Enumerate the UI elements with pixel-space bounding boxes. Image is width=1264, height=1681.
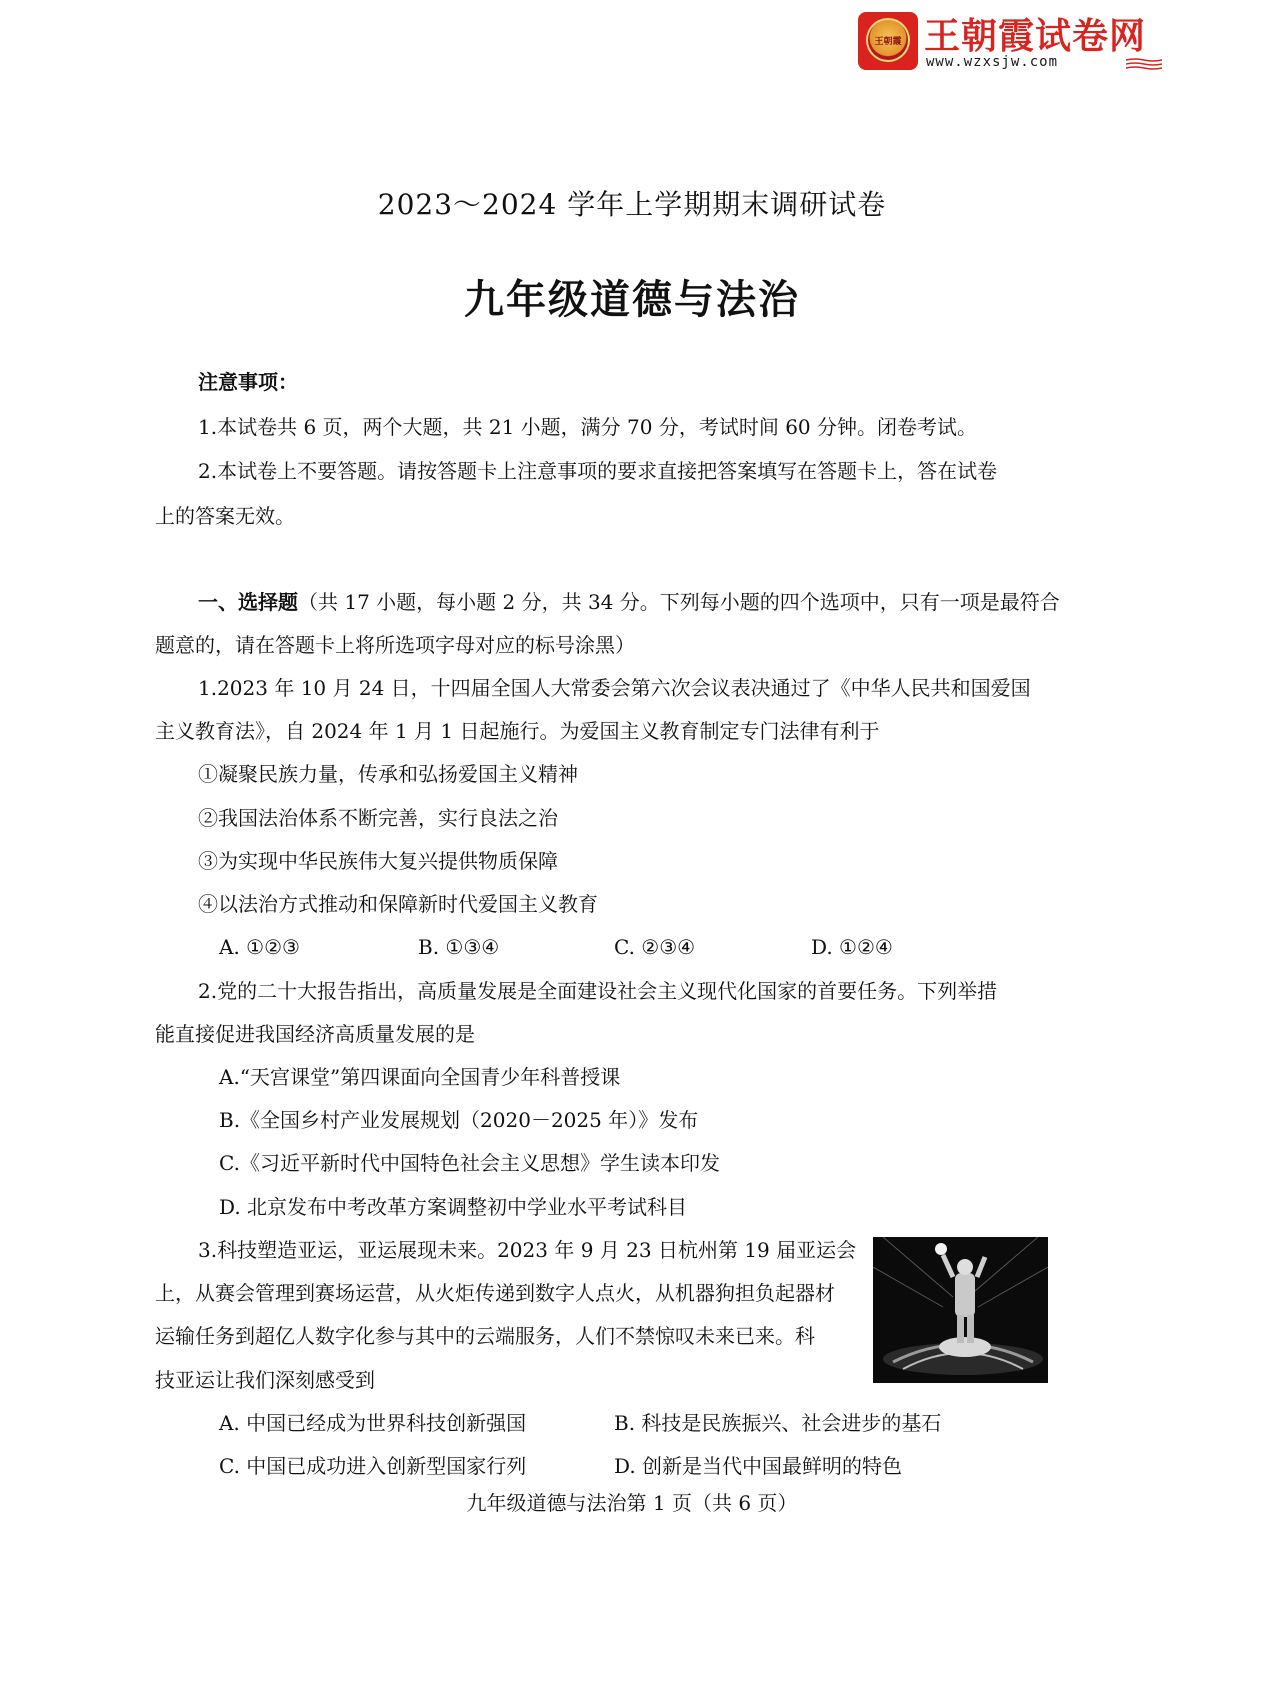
notice-heading: 注意事项： bbox=[198, 370, 298, 394]
section-1-desc-line-1: （共 17 小题，每小题 2 分，共 34 分。下列每小题的四个选项中，只有一项是最符合 bbox=[298, 590, 1060, 614]
q3-stem-line-4: 技亚运让我们深刻感受到 bbox=[155, 1368, 375, 1392]
q3-stem-line-3: 运输任务到超亿人数字化参与其中的云端服务，人们不禁惊叹未来已来。科 bbox=[155, 1324, 815, 1348]
exam-title: 2023～2024 学年上学期期末调研试卷 bbox=[377, 188, 887, 221]
site-logo bbox=[858, 12, 1158, 74]
q2-stem-line-1: 2.党的二十大报告指出，高质量发展是全面建设社会主义现代化国家的首要任务。下列举措 bbox=[198, 979, 998, 1003]
q2-option-a: A.“天宫课堂”第四课面向全国青少年科普授课 bbox=[219, 1065, 621, 1089]
section-1-heading: 一、选择题 bbox=[198, 590, 298, 614]
q3-option-b: B. 科技是民族振兴、社会进步的基石 bbox=[614, 1411, 942, 1435]
q3-option-a: A. 中国已经成为世界科技创新强国 bbox=[219, 1411, 527, 1435]
wave-lines-icon bbox=[1126, 58, 1162, 70]
q2-stem-line-2: 能直接促进我国经济高质量发展的是 bbox=[155, 1022, 475, 1046]
q2-option-c: C.《习近平新时代中国特色社会主义思想》学生读本印发 bbox=[219, 1151, 720, 1175]
site-name: 王朝霞试卷网 bbox=[924, 16, 1147, 57]
subject-title: 九年级道德与法治 bbox=[464, 276, 800, 323]
q1-statement-2: ②我国法治体系不断完善，实行良法之治 bbox=[198, 806, 558, 830]
page-footer: 九年级道德与法治第 1 页（共 6 页） bbox=[466, 1491, 798, 1515]
notice-item-2-line-2: 上的答案无效。 bbox=[155, 504, 295, 528]
q1-statement-1: ①凝聚民族力量，传承和弘扬爱国主义精神 bbox=[198, 762, 578, 786]
seal-icon: 王朝霞 bbox=[858, 12, 918, 70]
q1-stem-line-2: 主义教育法》，自 2024 年 1 月 1 日起施行。为爱国主义教育制定专门法律有利于 bbox=[155, 719, 880, 743]
notice-item-2-line-1: 2.本试卷上不要答题。请按答题卡上注意事项的要求直接把答案填写在答题卡上，答在试卷 bbox=[198, 459, 998, 483]
q3-stem-line-2: 上，从赛会管理到赛场运营，从火炬传递到数字人点火，从机器狗担负起器材 bbox=[155, 1281, 835, 1305]
q3-option-d: D. 创新是当代中国最鲜明的特色 bbox=[614, 1454, 903, 1478]
q1-option-d: D. ①②④ bbox=[811, 935, 893, 959]
q2-option-d: D. 北京发布中考改革方案调整初中学业水平考试科目 bbox=[219, 1195, 688, 1219]
q1-option-c: C. ②③④ bbox=[614, 935, 696, 959]
section-1-intro bbox=[198, 588, 1060, 616]
q2-option-b: B.《全国乡村产业发展规划（2020－2025 年）》发布 bbox=[219, 1108, 699, 1132]
q1-option-b: B. ①③④ bbox=[418, 935, 500, 959]
q1-statement-3: ③为实现中华民族伟大复兴提供物质保障 bbox=[198, 849, 558, 873]
q3-option-c: C. 中国已成功进入创新型国家行列 bbox=[219, 1454, 527, 1478]
section-1-desc-line-2: 题意的，请在答题卡上将所选项字母对应的标号涂黑） bbox=[155, 633, 635, 657]
q3-torch-photo bbox=[873, 1237, 1048, 1383]
notice-item-1: 1.本试卷共 6 页，两个大题，共 21 小题，满分 70 分，考试时间 60 分钟。闭卷考试。 bbox=[198, 415, 978, 439]
q1-option-a: A. ①②③ bbox=[219, 935, 300, 959]
q1-stem-line-1: 1.2023 年 10 月 24 日，十四届全国人大常委会第六次会议表决通过了《中华人民共和国爱国 bbox=[198, 676, 1031, 700]
site-url: www.wzxsjw.com bbox=[926, 54, 1059, 70]
q1-statement-4: ④以法治方式推动和保障新时代爱国主义教育 bbox=[198, 892, 598, 916]
q3-stem-line-1: 3.科技塑造亚运，亚运展现未来。2023 年 9 月 23 日杭州第 19 届亚运会 bbox=[198, 1238, 857, 1262]
